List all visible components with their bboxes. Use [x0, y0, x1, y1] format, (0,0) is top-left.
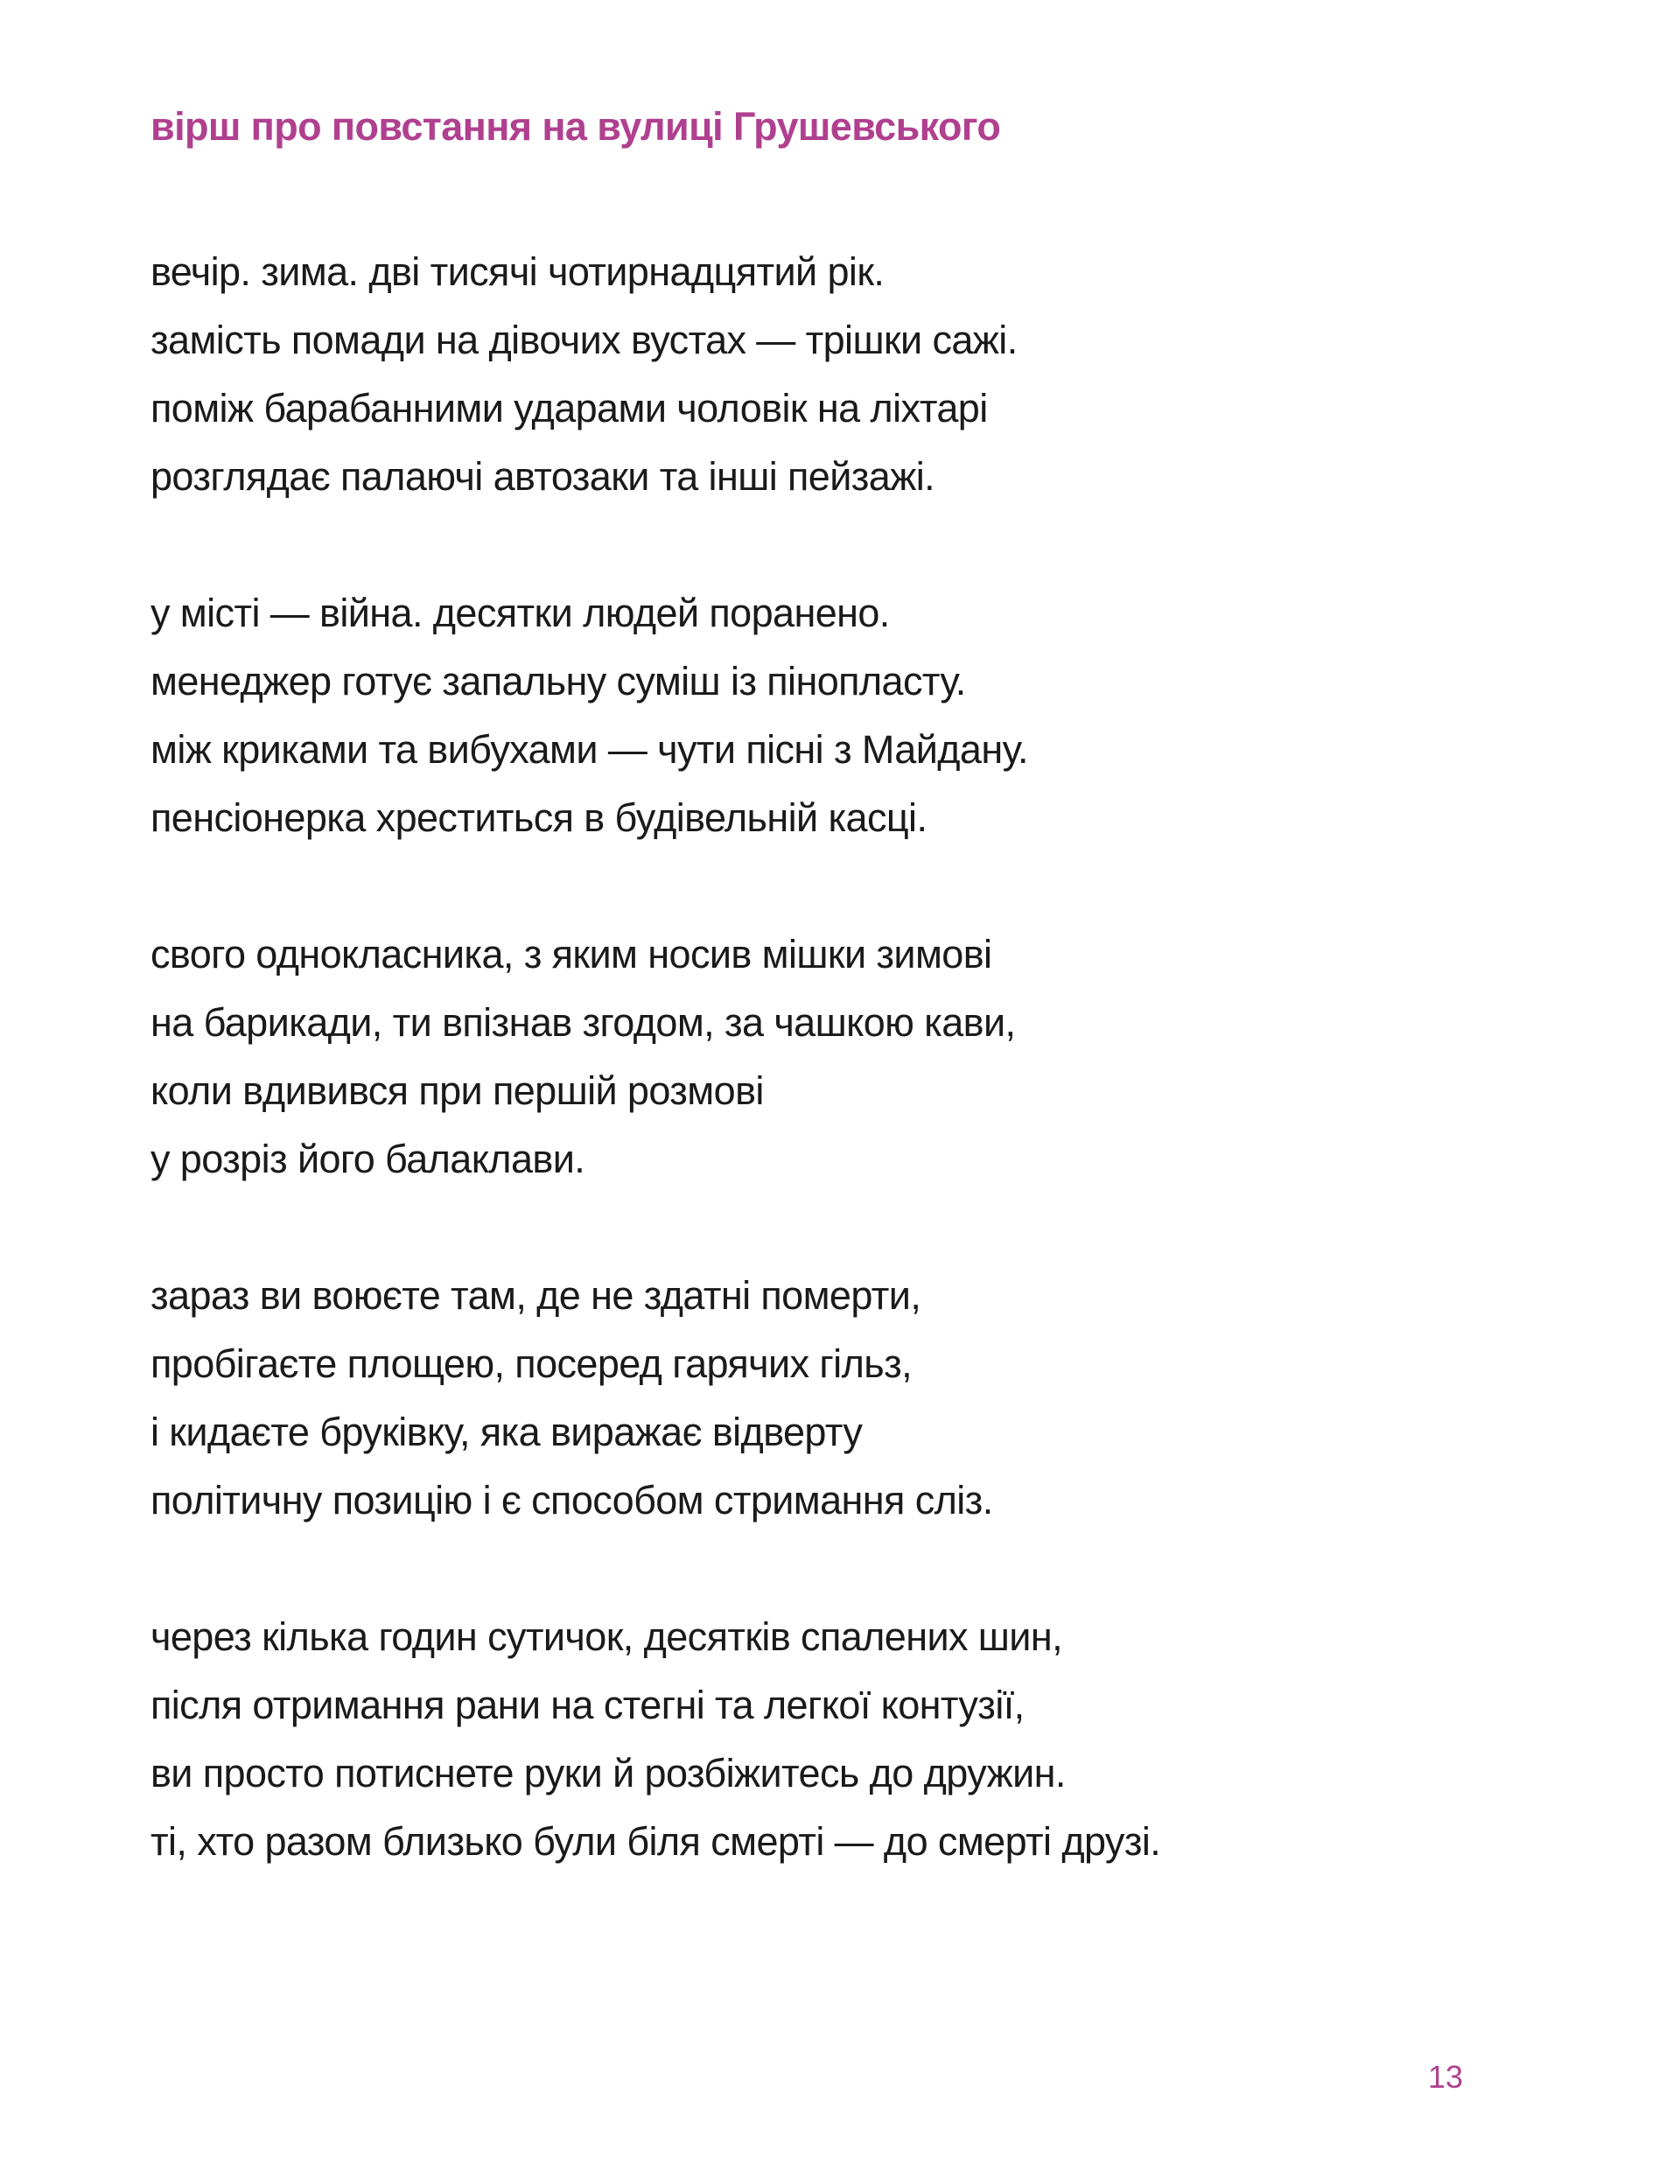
poem-line: коли вдивився при першій розмові — [150, 1068, 764, 1113]
poem-line: замість помади на дівочих вустах — трішки сажі. — [150, 318, 1018, 362]
poem-line: пенсіонерка хреститься в будівельній касці. — [150, 795, 928, 840]
stanza-2 — [150, 579, 1160, 852]
poem-line: менеджер готує запальну суміш із пінопласту. — [150, 659, 966, 704]
poem-line: між криками та вибухами — чути пісні з Майдану. — [150, 727, 1028, 772]
stanza-4 — [150, 1262, 1160, 1535]
poem-line: ви просто потиснете руки й розбіжитесь до дружин. — [150, 1751, 1066, 1796]
page-number: 13 — [1428, 2059, 1464, 2095]
poem-line: ті, хто разом близько були біля смерті — до смерті друзі. — [150, 1819, 1161, 1864]
poem-line: через кілька годин сутичок, десятків спалених шин, — [150, 1614, 1063, 1659]
poem-line: політичну позицію і є способом стримання сліз. — [150, 1478, 993, 1522]
poem-line: свого однокласника, з яким носив мішки зимові — [150, 932, 992, 976]
stanza-3 — [150, 920, 1160, 1194]
poem-line: у місті — війна. десятки людей поранено. — [150, 591, 890, 635]
stanza-1 — [150, 238, 1160, 511]
poem-line: вечір. зима. дві тисячі чотирнадцятий рік. — [150, 249, 885, 294]
poem-body — [150, 238, 1160, 1944]
poem-title: вірш про повстання на вулиці Грушевського — [150, 104, 1001, 149]
poem-line: поміж барабанними ударами чоловік на ліхтарі — [150, 386, 988, 430]
poem-line: після отримання рани на стегні та легкої контузії, — [150, 1683, 1025, 1727]
poem-line: на барикади, ти впізнав згодом, за чашкою кави, — [150, 1000, 1016, 1045]
poem-line: зараз ви воюєте там, де не здатні померти, — [150, 1273, 921, 1318]
poem-line: у розріз його балаклави. — [150, 1137, 585, 1181]
poem-line: розглядає палаючі автозаки та інші пейзажі. — [150, 454, 934, 499]
poem-line: пробігаєте площею, посеред гарячих гільз, — [150, 1341, 913, 1386]
poem-line: і кидаєте бруківку, яка виражає відверту — [150, 1410, 863, 1454]
stanza-5 — [150, 1603, 1160, 1876]
